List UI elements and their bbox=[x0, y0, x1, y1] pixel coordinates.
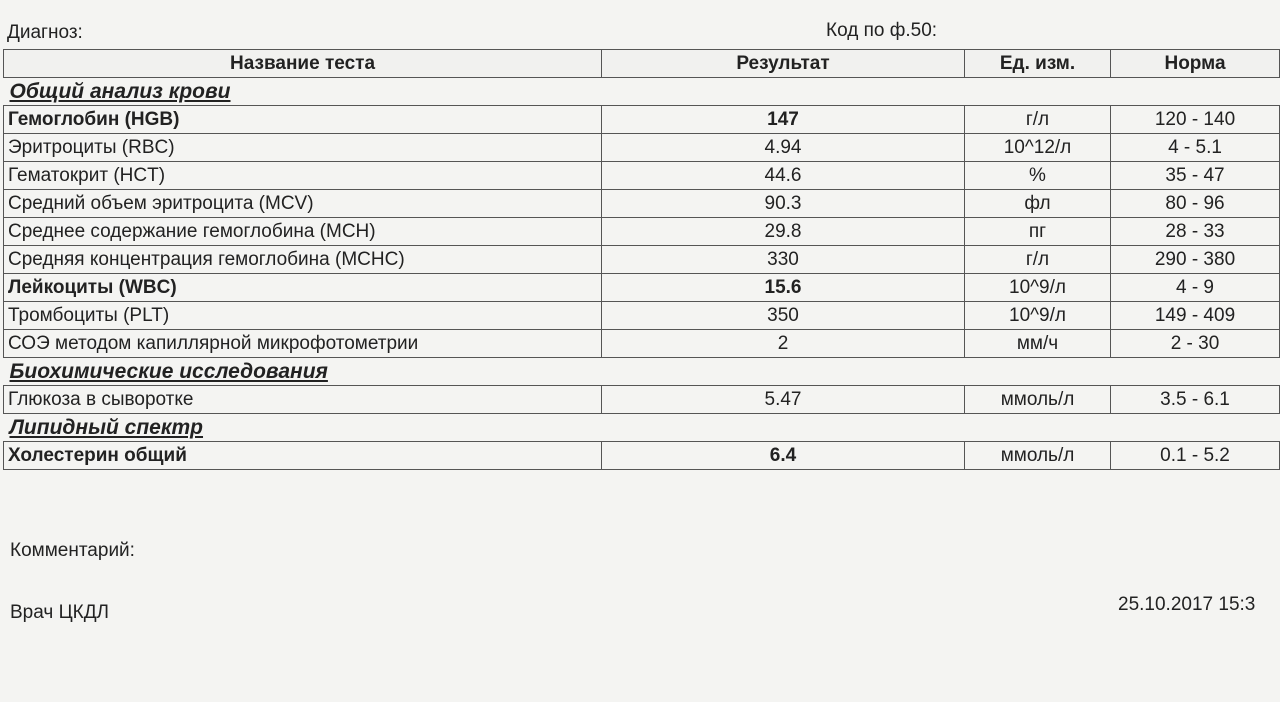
column-header-name: Название теста bbox=[4, 50, 602, 78]
test-unit: пг bbox=[965, 218, 1111, 246]
column-header-unit: Ед. изм. bbox=[965, 50, 1111, 78]
comment-label: Комментарий: bbox=[10, 540, 135, 561]
test-result: 330 bbox=[602, 246, 965, 274]
table-row bbox=[4, 330, 1280, 358]
table-row bbox=[4, 442, 1280, 470]
test-unit: г/л bbox=[965, 106, 1111, 134]
report-datetime: 25.10.2017 15:3 bbox=[1118, 594, 1256, 615]
table-header-row bbox=[4, 50, 1280, 78]
test-unit: ммоль/л bbox=[965, 386, 1111, 414]
form-code-label: Код по ф.50: bbox=[826, 20, 938, 41]
test-norm: 35 - 47 bbox=[1111, 162, 1280, 190]
test-unit: г/л bbox=[965, 246, 1111, 274]
section-row bbox=[4, 358, 1280, 386]
test-name: Среднее содержание гемоглобина (MCH) bbox=[4, 218, 602, 246]
test-name: Средняя концентрация гемоглобина (MCHC) bbox=[4, 246, 602, 274]
column-header-norm: Норма bbox=[1111, 50, 1280, 78]
table-row bbox=[4, 302, 1280, 330]
diagnosis-label: Диагноз: bbox=[7, 22, 83, 43]
table-row bbox=[4, 106, 1280, 134]
test-unit: 10^9/л bbox=[965, 302, 1111, 330]
test-unit: 10^12/л bbox=[965, 134, 1111, 162]
test-norm: 149 - 409 bbox=[1111, 302, 1280, 330]
section-title-biochem: Биохимические исследования bbox=[4, 358, 1280, 386]
test-unit: ммоль/л bbox=[965, 442, 1111, 470]
test-result: 2 bbox=[602, 330, 965, 358]
test-norm: 4 - 9 bbox=[1111, 274, 1280, 302]
test-name: Гемоглобин (HGB) bbox=[4, 106, 602, 134]
test-norm: 290 - 380 bbox=[1111, 246, 1280, 274]
table-row bbox=[4, 274, 1280, 302]
column-header-result: Результат bbox=[602, 50, 965, 78]
section-row bbox=[4, 78, 1280, 106]
test-norm: 3.5 - 6.1 bbox=[1111, 386, 1280, 414]
test-unit: % bbox=[965, 162, 1111, 190]
test-result: 90.3 bbox=[602, 190, 965, 218]
test-result: 6.4 bbox=[602, 442, 965, 470]
test-result: 15.6 bbox=[602, 274, 965, 302]
test-norm: 80 - 96 bbox=[1111, 190, 1280, 218]
doctor-label: Врач ЦКДЛ bbox=[10, 602, 110, 623]
table-row bbox=[4, 190, 1280, 218]
table-row bbox=[4, 218, 1280, 246]
table-row bbox=[4, 246, 1280, 274]
section-row bbox=[4, 414, 1280, 442]
test-name: Гематокрит (HCT) bbox=[4, 162, 602, 190]
table-row bbox=[4, 386, 1280, 414]
table-row bbox=[4, 162, 1280, 190]
test-name: Средний объем эритроцита (MCV) bbox=[4, 190, 602, 218]
test-name: Холестерин общий bbox=[4, 442, 602, 470]
test-name: Лейкоциты (WBC) bbox=[4, 274, 602, 302]
section-title-lipid: Липидный спектр bbox=[4, 414, 1280, 442]
test-norm: 28 - 33 bbox=[1111, 218, 1280, 246]
test-result: 147 bbox=[602, 106, 965, 134]
test-unit: мм/ч bbox=[965, 330, 1111, 358]
test-norm: 2 - 30 bbox=[1111, 330, 1280, 358]
test-norm: 120 - 140 bbox=[1111, 106, 1280, 134]
test-name: Глюкоза в сыворотке bbox=[4, 386, 602, 414]
table-row bbox=[4, 134, 1280, 162]
test-unit: фл bbox=[965, 190, 1111, 218]
test-norm: 4 - 5.1 bbox=[1111, 134, 1280, 162]
test-name: СОЭ методом капиллярной микрофотометрии bbox=[4, 330, 602, 358]
test-result: 44.6 bbox=[602, 162, 965, 190]
test-name: Эритроциты (RBC) bbox=[4, 134, 602, 162]
test-result: 4.94 bbox=[602, 134, 965, 162]
test-result: 29.8 bbox=[602, 218, 965, 246]
test-name: Тромбоциты (PLT) bbox=[4, 302, 602, 330]
test-result: 5.47 bbox=[602, 386, 965, 414]
test-result: 350 bbox=[602, 302, 965, 330]
test-norm: 0.1 - 5.2 bbox=[1111, 442, 1280, 470]
test-unit: 10^9/л bbox=[965, 274, 1111, 302]
results-table bbox=[3, 49, 1280, 470]
section-title-blood: Общий анализ крови bbox=[4, 78, 1280, 106]
